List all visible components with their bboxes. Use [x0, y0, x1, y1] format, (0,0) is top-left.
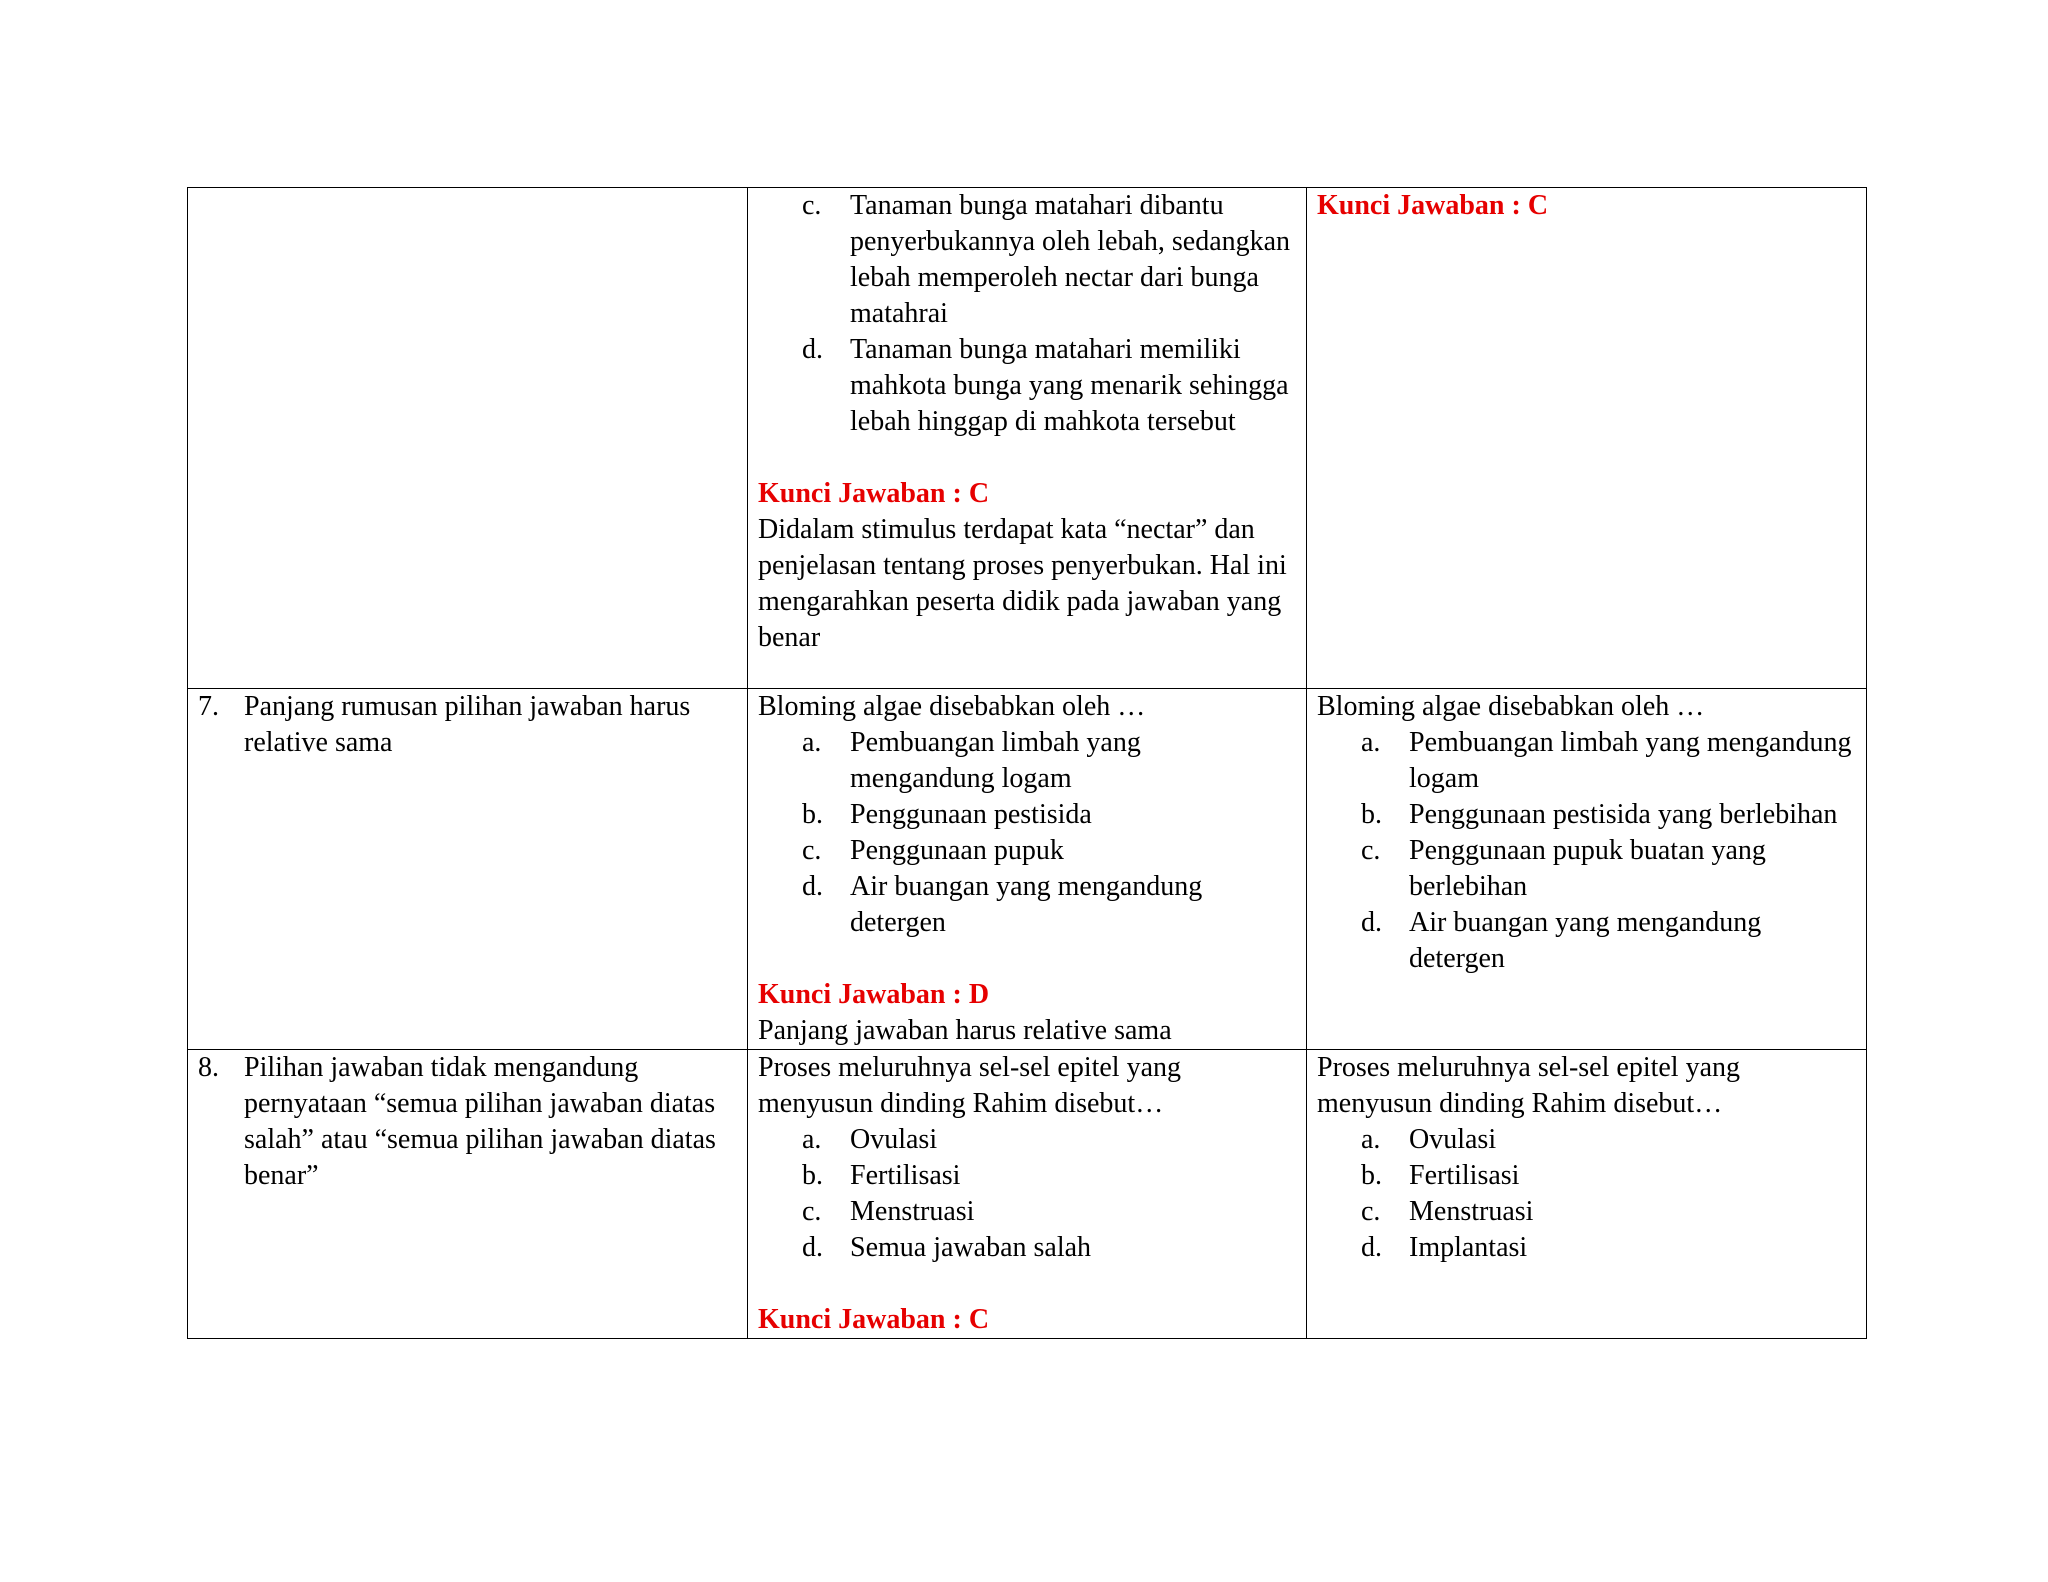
option-item	[758, 1122, 1292, 1158]
option-letter: c.	[1361, 1196, 1381, 1227]
option-item	[758, 833, 1292, 869]
option-letter: c.	[1361, 835, 1381, 866]
option-letter: c.	[802, 190, 822, 221]
table-row	[188, 689, 1867, 1050]
after-example-cell	[1307, 1050, 1867, 1339]
option-letter: a.	[802, 1124, 822, 1155]
option-letter: b.	[802, 1160, 823, 1191]
after-example-cell	[1307, 689, 1867, 1050]
question-stem: Bloming algae disebabkan oleh …	[758, 691, 1146, 722]
option-item	[758, 188, 1292, 332]
answer-key: Kunci Jawaban : C	[758, 1304, 990, 1335]
option-text: Penggunaan pestisida yang berlebihan	[1409, 799, 1838, 830]
option-text: Air buangan yang mengandung detergen	[850, 871, 1203, 938]
option-item	[1317, 725, 1852, 797]
criterion-cell	[188, 188, 748, 689]
criterion-cell	[188, 1050, 748, 1339]
option-item	[1317, 797, 1852, 833]
option-letter: d.	[802, 334, 823, 365]
criterion-item	[198, 1050, 733, 1194]
option-letter: d.	[1361, 1232, 1382, 1263]
spacer	[758, 1266, 1292, 1302]
option-item	[758, 332, 1292, 440]
option-letter: b.	[1361, 1160, 1382, 1191]
option-text: Penggunaan pupuk	[850, 835, 1064, 866]
option-text: Ovulasi	[1409, 1124, 1497, 1155]
option-text: Implantasi	[1409, 1232, 1528, 1263]
option-item	[1317, 1122, 1852, 1158]
answer-key: Kunci Jawaban : D	[758, 979, 990, 1010]
before-example-cell	[748, 188, 1307, 689]
option-item	[1317, 833, 1852, 905]
explanation-text: Panjang jawaban harus relative sama	[758, 1015, 1172, 1046]
criteria-table	[187, 187, 1867, 1339]
option-item	[758, 1158, 1292, 1194]
option-text: Menstruasi	[850, 1196, 975, 1227]
option-item	[1317, 1158, 1852, 1194]
answer-key: Kunci Jawaban : C	[758, 478, 990, 509]
option-item	[758, 869, 1292, 941]
option-text: Air buangan yang mengandung detergen	[1409, 907, 1762, 974]
option-item	[758, 1194, 1292, 1230]
option-letter: d.	[802, 871, 823, 902]
option-letter: b.	[1361, 799, 1382, 830]
question-stem: Proses meluruhnya sel-sel epitel yang menyusun dinding Rahim disebut…	[758, 1052, 1182, 1119]
after-example-cell	[1307, 188, 1867, 689]
criterion-text: Panjang rumusan pilihan jawaban harus relative sama	[244, 691, 691, 758]
option-letter: a.	[802, 727, 822, 758]
before-example-cell	[748, 689, 1307, 1050]
explanation-text: Didalam stimulus terdapat kata “nectar” dan penjelasan tentang proses penyerbukan. Hal ini mengarahkan peserta didik pada jawaban yang benar	[758, 514, 1287, 653]
option-text: Fertilisasi	[1409, 1160, 1520, 1191]
criterion-text: Pilihan jawaban tidak mengandung pernyataan “semua pilihan jawaban diatas salah” atau “semua pilihan jawaban diatas benar”	[244, 1052, 716, 1191]
option-item	[758, 1230, 1292, 1266]
option-letter: a.	[1361, 727, 1381, 758]
option-item	[1317, 1230, 1852, 1266]
table-row	[188, 188, 1867, 689]
option-text: Penggunaan pestisida	[850, 799, 1092, 830]
option-item	[1317, 905, 1852, 977]
option-text: Semua jawaban salah	[850, 1232, 1092, 1263]
option-text: Menstruasi	[1409, 1196, 1534, 1227]
option-text: Tanaman bunga matahari dibantu penyerbukannya oleh lebah, sedangkan lebah memperoleh nectar dari bunga matahrai	[850, 190, 1291, 329]
option-item	[758, 725, 1292, 797]
option-letter: d.	[802, 1232, 823, 1263]
before-example-cell	[748, 1050, 1307, 1339]
option-text: Tanaman bunga matahari memiliki mahkota bunga yang menarik sehingga lebah hinggap di mahkota tersebut	[850, 334, 1289, 437]
option-letter: d.	[1361, 907, 1382, 938]
option-item	[758, 797, 1292, 833]
option-text: Fertilisasi	[850, 1160, 961, 1191]
option-letter: c.	[802, 1196, 822, 1227]
spacer	[758, 941, 1292, 977]
criterion-item	[198, 689, 733, 761]
option-letter: b.	[802, 799, 823, 830]
criterion-number: 8.	[198, 1052, 219, 1083]
option-letter: a.	[1361, 1124, 1381, 1155]
question-stem: Bloming algae disebabkan oleh …	[1317, 691, 1705, 722]
question-stem: Proses meluruhnya sel-sel epitel yang menyusun dinding Rahim disebut…	[1317, 1052, 1741, 1119]
option-text: Pembuangan limbah yang mengandung logam	[850, 727, 1141, 794]
option-text: Pembuangan limbah yang mengandung logam	[1409, 727, 1852, 794]
table-row	[188, 1050, 1867, 1339]
answer-key: Kunci Jawaban : C	[1317, 190, 1549, 221]
criterion-number: 7.	[198, 691, 219, 722]
option-text: Ovulasi	[850, 1124, 938, 1155]
option-item	[1317, 1194, 1852, 1230]
option-letter: c.	[802, 835, 822, 866]
criterion-cell	[188, 689, 748, 1050]
spacer	[758, 440, 1292, 476]
option-text: Penggunaan pupuk buatan yang berlebihan	[1409, 835, 1766, 902]
